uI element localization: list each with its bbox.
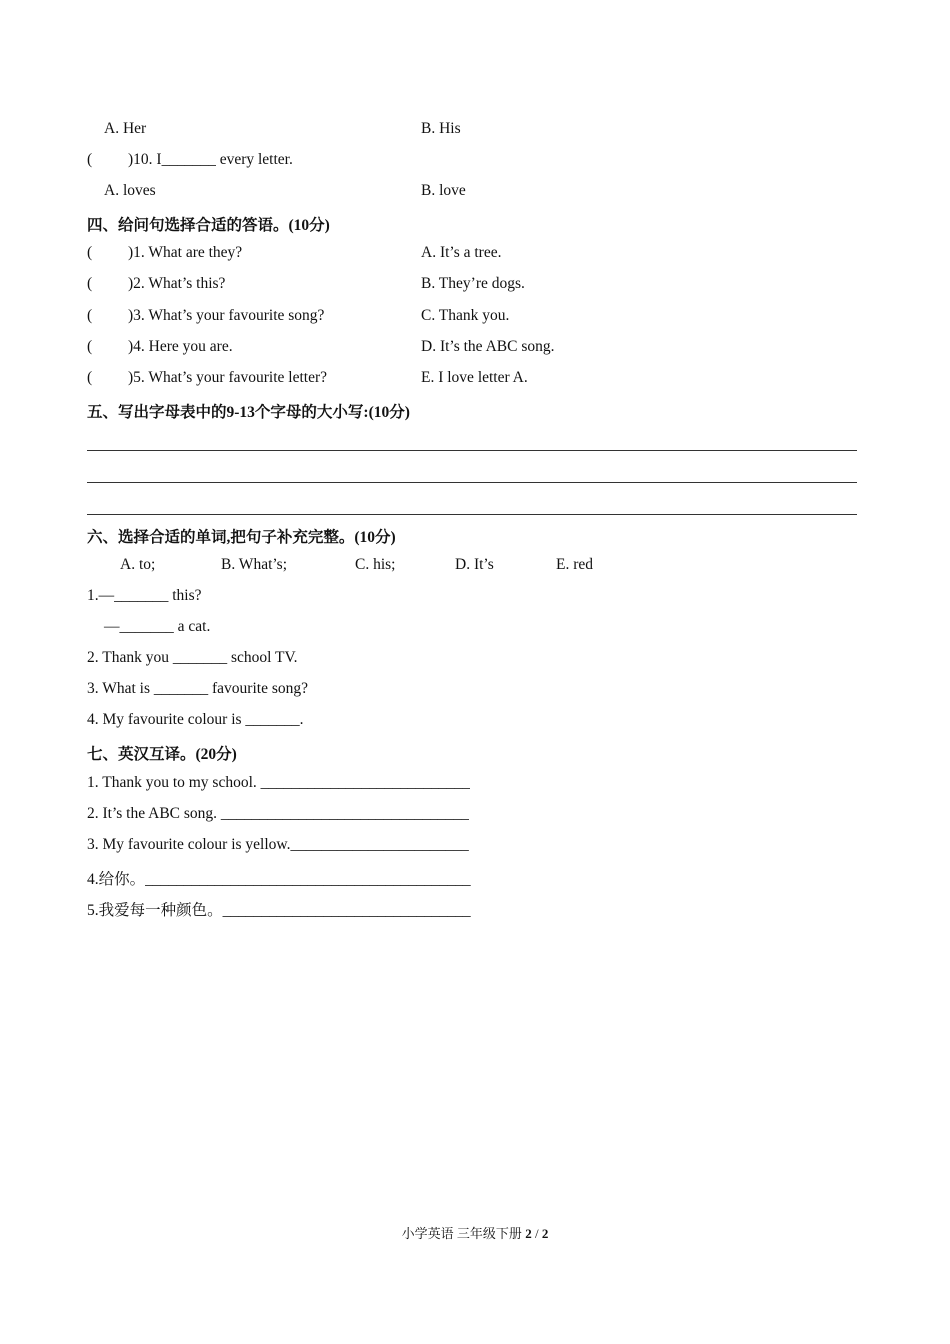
s6-option-c: C. his; <box>355 556 396 573</box>
q9-option-b: B. His <box>421 120 461 137</box>
s4-a1: A. It’s a tree. <box>421 244 502 261</box>
s7-line-1: 1. Thank you to my school. ___________________________ <box>87 774 470 791</box>
s6-option-b: B. What’s; <box>221 556 288 573</box>
q10-option-b: B. love <box>421 182 466 199</box>
page-footer <box>0 1224 950 1244</box>
s6-line-2: 2. Thank you _______ school TV. <box>87 649 298 666</box>
writing-line-2[interactable] <box>87 482 857 483</box>
s4-q3: )3. What’s your favourite song? <box>128 307 325 324</box>
s7-line-5: 5.我爱每一种颜色。________________________________ <box>87 902 471 919</box>
s6-line-1: 1.—_______ this? <box>87 587 202 604</box>
s4-a4: D. It’s the ABC song. <box>421 338 555 355</box>
s7-line-2: 2. It’s the ABC song. ________________________________ <box>87 805 469 822</box>
footer-total: 2 <box>541 1226 549 1241</box>
s7-line-3: 3. My favourite colour is yellow._______________________ <box>87 836 469 853</box>
s4-q4-paren: ( <box>87 338 93 355</box>
q10-paren: ( <box>87 151 93 168</box>
s6-line-4: 4. My favourite colour is _______. <box>87 711 304 728</box>
writing-line-1[interactable] <box>87 450 857 451</box>
section5-heading: 五、写出字母表中的9-13个字母的大小写:(10分) <box>87 404 410 421</box>
section6-heading: 六、选择合适的单词,把句子补充完整。(10分) <box>87 529 396 546</box>
s4-q3-paren: ( <box>87 307 93 324</box>
footer-page: 2 <box>525 1226 532 1241</box>
s6-option-a: A. to; <box>120 556 156 573</box>
s4-q2: )2. What’s this? <box>128 275 226 292</box>
s4-q1-paren: ( <box>87 244 93 261</box>
section4-heading: 四、给问句选择合适的答语。(10分) <box>87 217 330 234</box>
s6-option-d: D. It’s <box>455 556 494 573</box>
s7-line-4: 4.给你。__________________________________________ <box>87 871 471 888</box>
writing-line-3[interactable] <box>87 514 857 515</box>
s4-a2: B. They’re dogs. <box>421 275 525 292</box>
q10-option-a: A. loves <box>104 182 156 199</box>
q9-option-a: A. Her <box>104 120 147 137</box>
s4-q2-paren: ( <box>87 275 93 292</box>
s4-a5: E. I love letter A. <box>421 369 528 386</box>
s6-line-3: 3. What is _______ favourite song? <box>87 680 308 697</box>
footer-sep: / <box>531 1226 542 1241</box>
section7-heading: 七、英汉互译。(20分) <box>87 746 237 763</box>
footer-text: 小学英语 三年级下册 <box>401 1226 526 1241</box>
s4-q4: )4. Here you are. <box>128 338 233 355</box>
q10-text: )10. I_______ every letter. <box>128 151 293 168</box>
s4-a3: C. Thank you. <box>421 307 510 324</box>
s4-q5: )5. What’s your favourite letter? <box>128 369 327 386</box>
s6-option-e: E. red <box>556 556 594 573</box>
s4-q1: )1. What are they? <box>128 244 243 261</box>
s4-q5-paren: ( <box>87 369 93 386</box>
s6-line-1b: —_______ a cat. <box>104 618 211 635</box>
